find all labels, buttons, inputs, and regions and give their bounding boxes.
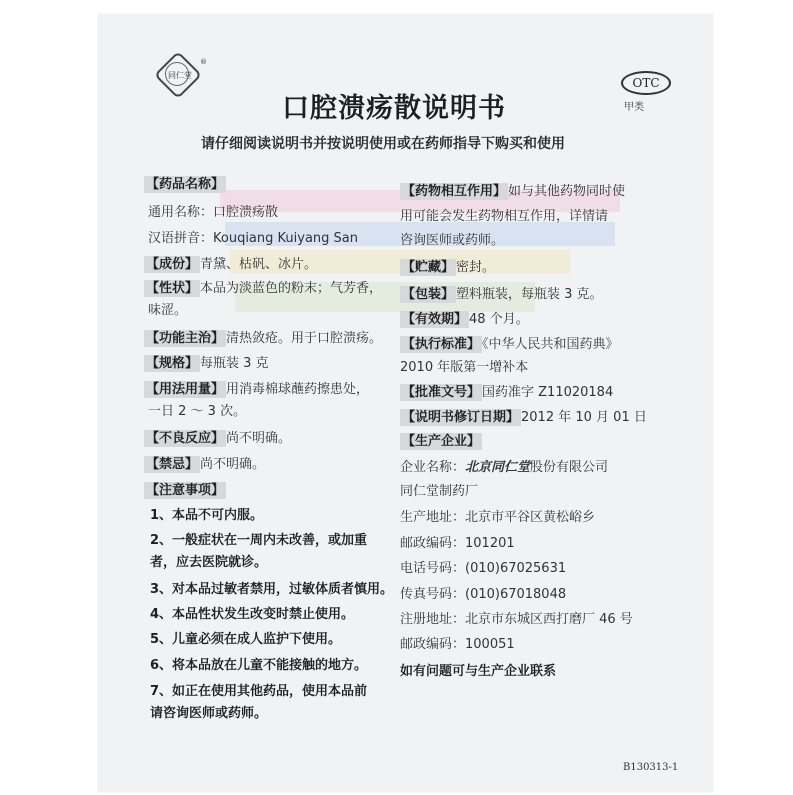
precaution-2a: 2、一般症状在一周内未改善，或加重 [150, 533, 368, 548]
revision-value: 2012 年 10 月 01 日 [521, 410, 647, 425]
contra-label: 【禁忌】 [146, 457, 199, 472]
brand-logo-text: 同仁堂 [168, 71, 192, 80]
precaution-3: 3、对本品过敏者禁用，过敏体质者慎用。 [150, 582, 394, 597]
indications-label: 【功能主治】 [146, 331, 225, 346]
interaction-value-3: 咨询医师或药师。 [400, 233, 505, 248]
company-name-label: 企业名称： [400, 460, 466, 475]
revision-label: 【说明书修订日期】 [402, 410, 520, 425]
spec-label: 【规格】 [146, 356, 199, 371]
approval-label: 【批准文号】 [402, 385, 481, 400]
page-title: 口腔溃疡散说明书 [282, 93, 506, 124]
otc-class: 甲类 [624, 102, 644, 113]
properties-value: 本品为淡蓝色的粉末；气芳香， [200, 281, 383, 296]
validity-value: 48 个月。 [469, 312, 529, 327]
standard-value: 《中华人民共和国药典》 [482, 337, 619, 352]
postcode-1: 邮政编码：101201 [400, 536, 515, 551]
contact-note: 如有问题可与生产企业联系 [400, 664, 557, 679]
postcode-2: 邮政编码：100051 [400, 637, 515, 652]
precaution-7a: 7、如正在使用其他药品，使用本品前 [150, 684, 368, 699]
ingredients-value: 青黛、枯矾、冰片。 [200, 257, 318, 272]
properties-value-2: 味涩。 [148, 303, 188, 318]
usage-label: 【用法用量】 [146, 382, 225, 397]
company-label: 【生产企业】 [402, 434, 481, 449]
company-name-handwritten: 北京同仁堂 [465, 460, 531, 475]
contra-value: 尚不明确。 [200, 457, 266, 472]
interaction-value-2: 用可能会发生药物相互作用，详情请 [400, 209, 609, 224]
production-address: 生产地址：北京市平谷区黄松峪乡 [400, 510, 596, 525]
otc-badge: OTC [621, 71, 671, 95]
precaution-5: 5、儿童必须在成人监护下使用。 [150, 632, 342, 647]
generic-name: 通用名称：口腔溃疡散 [148, 205, 279, 220]
package-value: 塑料瓶装，每瓶装 3 克。 [456, 287, 603, 302]
print-code: B130313-1 [623, 762, 679, 773]
pinyin-name: 汉语拼音：Kouqiang Kuiyang San [148, 231, 358, 246]
storage-value: 密封。 [456, 260, 496, 275]
usage-value-2: 一日 2 ～ 3 次。 [148, 404, 247, 419]
precautions-label: 【注意事项】 [146, 483, 225, 498]
precaution-4: 4、本品性状发生改变时禁止使用。 [150, 607, 355, 622]
precaution-7b: 请咨询医师或药师。 [150, 706, 268, 721]
company-name-2: 同仁堂制药厂 [400, 484, 479, 499]
company-name-rest: 股份有限公司 [530, 460, 609, 475]
validity-label: 【有效期】 [402, 312, 468, 327]
storage-label: 【贮藏】 [402, 260, 455, 275]
usage-value: 用消毒棉球蘸药擦患处， [226, 382, 370, 397]
precaution-6: 6、将本品放在儿童不能接触的地方。 [150, 658, 368, 673]
interaction-label: 【药物相互作用】 [402, 184, 507, 199]
adverse-value: 尚不明确。 [226, 431, 292, 446]
standard-value-2: 2010 年版第一增补本 [400, 360, 529, 375]
approval-value: 国药准字 Z11020184 [482, 385, 614, 400]
package-label: 【包装】 [402, 287, 455, 302]
registered-mark: ® [200, 58, 207, 66]
ingredients-label: 【成份】 [146, 257, 199, 272]
precaution-2b: 者，应去医院就诊。 [150, 555, 268, 570]
phone-number: 电话号码：(010)67025631 [400, 561, 567, 576]
adverse-label: 【不良反应】 [146, 431, 225, 446]
registered-address: 注册地址：北京市东城区西打磨厂 46 号 [400, 612, 633, 627]
subtitle: 请仔细阅读说明书并按说明使用或在药师指导下购买和使用 [201, 136, 565, 152]
properties-label: 【性状】 [146, 281, 199, 296]
standard-label: 【执行标准】 [402, 337, 481, 352]
interaction-value: 如与其他药物同时使 [508, 184, 626, 199]
spec-value: 每瓶装 3 克 [200, 356, 269, 371]
drug-name-heading: 【药品名称】 [146, 177, 225, 192]
indications-value: 清热敛疮。用于口腔溃疡。 [226, 331, 383, 346]
fax-number: 传真号码：(010)67018048 [400, 587, 567, 602]
precaution-1: 1、本品不可内服。 [150, 508, 264, 523]
